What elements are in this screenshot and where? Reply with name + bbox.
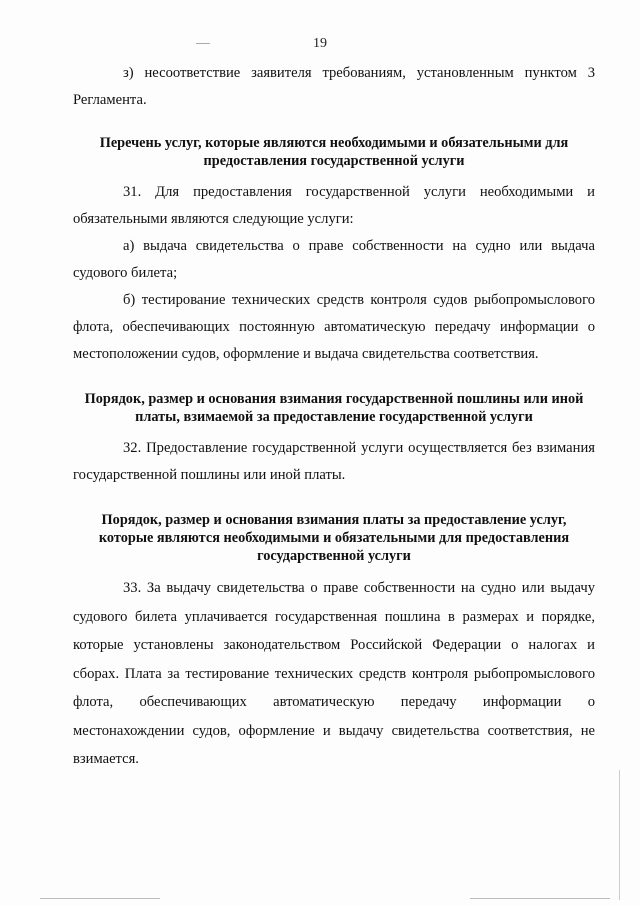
scan-mark-bottom-right: [470, 898, 610, 899]
scan-mark-bottom-left: [40, 898, 160, 899]
paragraph-33: 33. За выдачу свидетельства о праве собственности на судно или выдачу судового билета уплачивается государственная пошлина в размерах и порядке, которые установлены законодательством Российской Федерации о налогах и сборах. Плата за тестирование технических средств контроля рыбопромыслового флота, обеспечивающих автоматическую передачу информации о местонахождении судов, оформление и выдачу свидетельства соответствия, не взимается.: [73, 580, 595, 767]
paragraph-31-a: а) выдача свидетельства о праве собственности на судно или выдача судового билета;: [73, 238, 595, 281]
paragraph-32: 32. Предоставление государственной услуги осуществляется без взимания государственной пошлины или иной платы.: [73, 440, 595, 483]
paragraph-31-b: б) тестирование технических средств контроля судов рыбопромыслового флота, обеспечивающих постоянную автоматическую передачу информации о местоположении судов, оформление и выдача свидетельства соответствия.: [73, 292, 595, 362]
section-heading-service-fee: Порядок, размер и основания взимания платы за предоставление услуг, которые являются необходимыми и обязательными для предоставления государственной услуги: [98, 512, 570, 564]
section-heading-state-fee: Порядок, размер и основания взимания государственной пошлины или иной платы, взимаемой за предоставление государственной услуги: [84, 391, 584, 425]
section-heading-services-list: Перечень услуг, которые являются необходимыми и обязательными для предоставления государственной услуги: [99, 135, 569, 169]
page-number: 19: [313, 36, 327, 51]
paragraph-31: 31. Для предоставления государственной услуги необходимыми и обязательными являются следующие услуги:: [73, 184, 595, 227]
scan-edge-line: [619, 770, 620, 900]
document-body: [73, 60, 595, 774]
paragraph-item-z: з) несоответствие заявителя требованиям, установленным пунктом 3 Регламента.: [73, 65, 595, 108]
